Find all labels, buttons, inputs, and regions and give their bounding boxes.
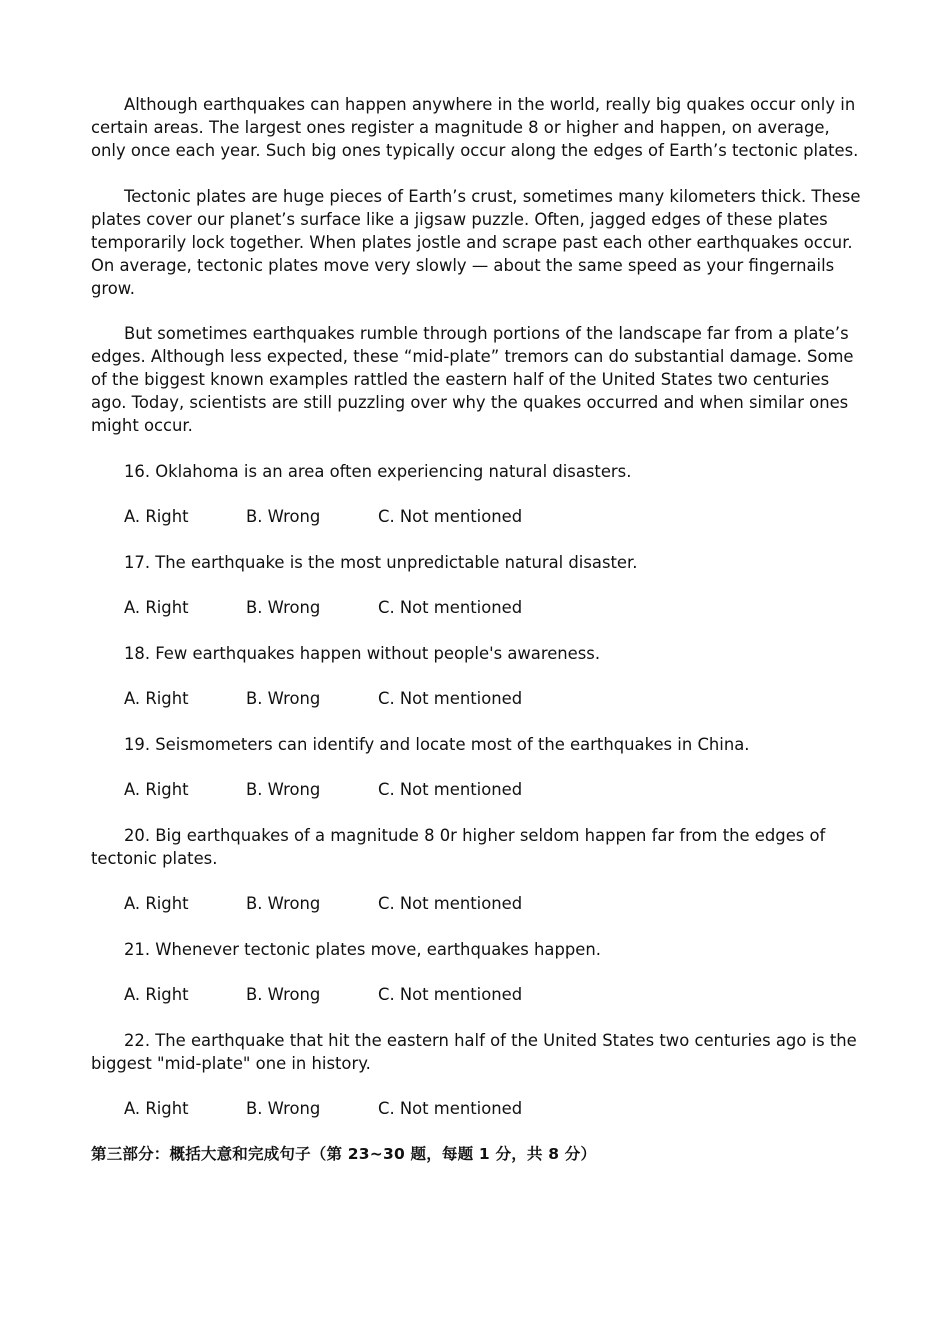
option-c: C. Not mentioned bbox=[378, 894, 523, 913]
option-b: B. Wrong bbox=[246, 780, 321, 799]
option-a: A. Right bbox=[124, 894, 189, 913]
option-a: A. Right bbox=[124, 985, 189, 1004]
question-options bbox=[91, 983, 863, 1006]
question-text: 19. Seismometers can identify and locate most of the earthquakes in China. bbox=[124, 734, 750, 754]
option-c: C. Not mentioned bbox=[378, 507, 523, 526]
paragraph-2: Tectonic plates are huge pieces of Earth’s crust, sometimes many kilometers thick. These plates cover our planet’s surface like a jigsaw puzzle. Often, jagged edges of these plates temporarily lock together. When plates jostle and scrape past each other earthquakes occur. On average, tectonic plates move very slowly — about the same speed as your fingernails grow. bbox=[91, 186, 861, 298]
option-c: C. Not mentioned bbox=[378, 985, 523, 1004]
question-text: 21. Whenever tectonic plates move, earthquakes happen. bbox=[124, 939, 601, 959]
option-c: C. Not mentioned bbox=[378, 689, 523, 708]
section-heading: 第三部分：概括大意和完成句子（第 23~30 题，每题 1 分，共 8 分） bbox=[91, 1144, 597, 1163]
question-options bbox=[91, 596, 863, 619]
paragraph-1: Although earthquakes can happen anywhere in the world, really big quakes occur only in certain areas. The largest ones register a magnitude 8 or higher and happen, on average, only once each year. Such big ones typically occur along the edges of Earth’s tectonic plates. bbox=[91, 95, 859, 160]
question-text: 18. Few earthquakes happen without people's awareness. bbox=[124, 643, 601, 663]
option-b: B. Wrong bbox=[246, 1099, 321, 1118]
option-a: A. Right bbox=[124, 689, 189, 708]
option-c: C. Not mentioned bbox=[378, 1099, 523, 1118]
option-b: B. Wrong bbox=[246, 689, 321, 708]
option-b: B. Wrong bbox=[246, 598, 321, 617]
option-a: A. Right bbox=[124, 598, 189, 617]
document-page bbox=[91, 93, 863, 1188]
question-options bbox=[91, 505, 863, 528]
question-text: 22. The earthquake that hit the eastern half of the United States two centuries ago is the biggest "mid-plate" one in history. bbox=[91, 1030, 857, 1073]
question-options bbox=[91, 892, 863, 915]
option-b: B. Wrong bbox=[246, 507, 321, 526]
option-a: A. Right bbox=[124, 780, 189, 799]
option-c: C. Not mentioned bbox=[378, 598, 523, 617]
option-c: C. Not mentioned bbox=[378, 780, 523, 799]
option-b: B. Wrong bbox=[246, 894, 321, 913]
question-options bbox=[91, 687, 863, 710]
question-options bbox=[91, 778, 863, 801]
question-text: 20. Big earthquakes of a magnitude 8 0r higher seldom happen far from the edges of tectonic plates. bbox=[91, 825, 826, 868]
question-text: 17. The earthquake is the most unpredictable natural disaster. bbox=[124, 552, 638, 572]
question-list bbox=[91, 460, 863, 1121]
option-a: A. Right bbox=[124, 507, 189, 526]
paragraph-3: But sometimes earthquakes rumble through portions of the landscape far from a plate’s edges. Although less expected, these “mid-plate” tremors can do substantial damage. Some of the biggest known examples rattled the eastern half of the United States two centuries ago. Today, scientists are still puzzling over why the quakes occurred and when similar ones might occur. bbox=[91, 324, 854, 435]
question-options bbox=[91, 1097, 863, 1120]
option-a: A. Right bbox=[124, 1099, 189, 1118]
option-b: B. Wrong bbox=[246, 985, 321, 1004]
question-text: 16. Oklahoma is an area often experiencing natural disasters. bbox=[124, 461, 632, 481]
